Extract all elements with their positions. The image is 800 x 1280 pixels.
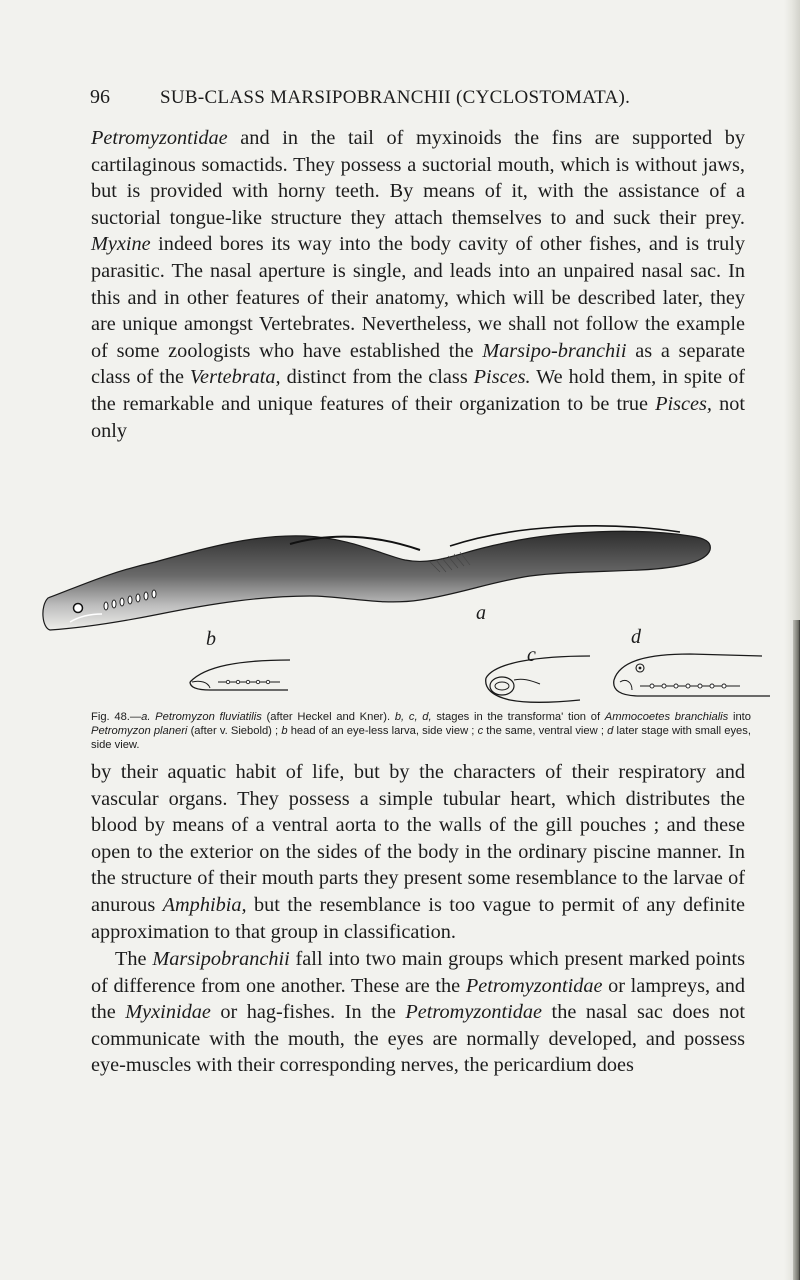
italic-term: Marsipo-branchii bbox=[482, 339, 627, 362]
text-run: as a separate class of the bbox=[91, 339, 745, 389]
text-run: the nasal sac does not communicate with the mouth, the eyes are normally developed, and possess eye-muscles with their corresponding nerves, the pericardium does bbox=[91, 1001, 745, 1077]
italic-term: Marsipobranchii bbox=[152, 948, 290, 970]
paragraph-3 bbox=[91, 946, 745, 1079]
larva-b bbox=[190, 660, 290, 690]
text-run: and in the tail of myxinoids the fins are supported by cartilaginous somactids. They possess a suctorial mouth, which is without jaws, but is provided with horny teeth. By means of it, with the assistance of a suctorial tongue-like structure they attach themselves to and suck their prey. bbox=[91, 127, 745, 229]
italic-term: b bbox=[281, 725, 288, 737]
lamprey-a bbox=[43, 526, 710, 630]
italic-term: Amphibia, bbox=[162, 893, 247, 916]
text-run: The bbox=[115, 948, 153, 970]
text-run: We hold them, in spite of the remarkable and unique features of their organization to be true bbox=[91, 366, 746, 415]
figure-48 bbox=[40, 510, 780, 710]
running-head: SUB-CLASS MARSIPOBRANCHII (CYCLOSTOMATA). bbox=[160, 87, 631, 108]
italic-term: Pisces, bbox=[655, 392, 712, 415]
text-run: later stage with small eyes, side view. bbox=[91, 725, 751, 751]
text-run: (after v. Siebold) ; bbox=[187, 725, 282, 737]
text-run: into bbox=[728, 711, 752, 723]
text-run: or lampreys, and the bbox=[91, 974, 745, 1024]
text-run: or hag-fishes. In the bbox=[210, 1001, 406, 1024]
italic-term: Myxinidae bbox=[125, 1001, 211, 1024]
paragraph-2 bbox=[91, 759, 745, 945]
italic-term: Petromyzon planeri bbox=[91, 725, 188, 737]
italic-term: Petromyzontidae bbox=[465, 974, 603, 997]
italic-term: Pisces. bbox=[473, 366, 531, 389]
italic-term: Petromyzontidae bbox=[405, 1001, 543, 1024]
text-run: but the resemblance is too vague to permit of any definite approximation to that group in classification. bbox=[91, 893, 745, 943]
text-run: by their aquatic habit of life, but by the characters of their respiratory and vascular organs. They possess a simple tubular heart, which distributes the blood by means of a ventral aorta to the walls of the gill pouches ; and these open to the exterior on the sides of the body in the ordinary piscine manner. In the structure of their mouth parts they present some resemblance to the larvae of anurous bbox=[91, 761, 745, 916]
text-run: Fig. 48.— bbox=[91, 711, 142, 723]
italic-term: a. Petromyzon fluviatilis bbox=[141, 711, 262, 723]
figure-caption bbox=[91, 710, 751, 752]
text-run: head of an eye-less larva, side view ; bbox=[287, 725, 478, 737]
paragraph-1 bbox=[91, 125, 745, 444]
text-run: indeed bores its way into the body cavity of other fishes, and is truly parasitic. The nasal aperture is single, and leads into an unpaired nasal sac. In this and in other features of their anatomy, which will be described later, they are unique amongst Vertebrates. Nevertheless, we shall not follow the example of some zoologists who have established the bbox=[91, 233, 745, 362]
italic-term: Petromyzontidae bbox=[91, 127, 228, 149]
page-header bbox=[90, 86, 750, 116]
italic-term: d bbox=[607, 725, 614, 737]
page-number: 96 bbox=[90, 86, 110, 108]
larva-c bbox=[486, 656, 590, 702]
italic-term: Myxine bbox=[91, 233, 151, 256]
italic-term: c bbox=[477, 725, 484, 737]
text-run: fall into two main groups which present marked points of difference from one another. These are the bbox=[91, 948, 746, 997]
larva-d bbox=[614, 654, 770, 696]
page-edge-binding bbox=[793, 620, 800, 1280]
figure-label-c: c bbox=[527, 644, 536, 666]
text-run: stages in the transforma' tion of bbox=[431, 711, 605, 723]
figure-label-a: a bbox=[476, 602, 486, 624]
italic-term: Ammocoetes branchialis bbox=[604, 711, 729, 723]
lamprey-illustration bbox=[40, 510, 780, 710]
figure-label-b: b bbox=[206, 628, 216, 650]
italic-term: Vertebrata, bbox=[189, 366, 281, 389]
text-run: (after Heckel and Kner). bbox=[261, 711, 395, 723]
text-run: distinct from the class bbox=[280, 366, 474, 389]
figure-label-d: d bbox=[631, 626, 641, 648]
text-run: not only bbox=[91, 392, 745, 442]
italic-term: b, c, d, bbox=[394, 711, 432, 723]
text-run: the same, ventral view ; bbox=[483, 725, 608, 737]
